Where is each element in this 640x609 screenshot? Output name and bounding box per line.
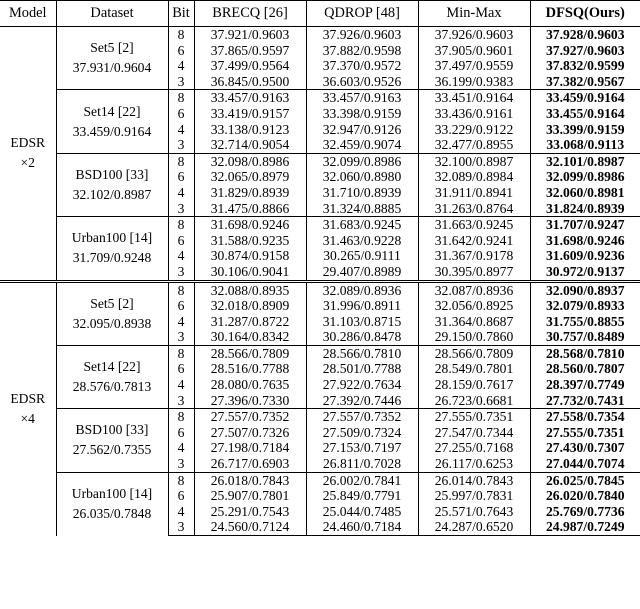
header-bit: Bit: [168, 1, 194, 27]
bit-cell: 8: [168, 345, 194, 361]
minmax-cell: 37.497/0.9559: [418, 58, 530, 74]
minmax-cell: 24.287/0.6520: [418, 519, 530, 535]
bit-cell: 4: [168, 314, 194, 330]
brecq-cell: 37.865/0.9597: [194, 43, 306, 59]
full-precision-value: 37.931/0.9604: [72, 60, 152, 76]
brecq-cell: 33.457/0.9163: [194, 90, 306, 106]
minmax-cell: 26.014/0.7843: [418, 472, 530, 488]
table-row: [0, 90, 640, 106]
dfsq-cell: 27.430/0.7307: [545, 440, 625, 456]
brecq-cell: 32.065/0.8979: [194, 169, 306, 185]
qdrop-cell: 31.710/0.8939: [306, 185, 418, 201]
dfsq-cell: 26.020/0.7840: [545, 488, 625, 504]
qdrop-cell: 26.811/0.7028: [306, 456, 418, 472]
qdrop-cell: 24.460/0.7184: [306, 519, 418, 535]
header-row: [0, 1, 640, 27]
brecq-cell: 28.566/0.7809: [194, 345, 306, 361]
bit-cell: 3: [168, 393, 194, 409]
bit-cell: 4: [168, 440, 194, 456]
dfsq-cell: 27.555/0.7351: [545, 424, 625, 440]
bit-cell: 3: [168, 264, 194, 281]
minmax-cell: 27.547/0.7344: [418, 425, 530, 441]
bit-cell: 8: [168, 217, 194, 233]
brecq-cell: 24.560/0.7124: [194, 519, 306, 535]
full-precision-value: 28.576/0.7813: [72, 379, 152, 395]
qdrop-cell: 27.557/0.7352: [306, 409, 418, 425]
dfsq-cell: 32.079/0.8933: [545, 298, 625, 314]
table-row: [0, 27, 640, 43]
brecq-cell: 27.198/0.7184: [194, 440, 306, 456]
bit-cell: 8: [168, 409, 194, 425]
bit-cell: 6: [168, 233, 194, 249]
bit-cell: 6: [168, 106, 194, 122]
minmax-cell: 26.723/0.6681: [418, 393, 530, 409]
qdrop-cell: 28.566/0.7810: [306, 345, 418, 361]
header-model: Model: [0, 1, 56, 27]
dfsq-cell: 28.397/0.7749: [545, 377, 625, 393]
model-name-line: ×4: [20, 411, 35, 426]
dfsq-cell: 32.099/0.8986: [545, 169, 625, 185]
header-minmax: Min-Max: [418, 1, 530, 27]
dataset-name: Set5 [2]: [90, 40, 134, 56]
brecq-cell: 28.080/0.7635: [194, 377, 306, 393]
qdrop-cell: 37.370/0.9572: [306, 58, 418, 74]
table-body: [0, 27, 640, 536]
dataset-cell: [56, 345, 168, 408]
bit-cell: 3: [168, 329, 194, 345]
dfsq-cell: 32.090/0.8937: [530, 281, 640, 298]
dataset-name: Urban100 [14]: [71, 486, 153, 502]
brecq-cell: 31.475/0.8866: [194, 201, 306, 217]
brecq-cell: 32.714/0.9054: [194, 137, 306, 153]
minmax-cell: 33.451/0.9164: [418, 90, 530, 106]
dfsq-cell: 27.044/0.7074: [545, 456, 625, 472]
minmax-cell: 29.150/0.7860: [418, 329, 530, 345]
bit-cell: 6: [168, 425, 194, 441]
dfsq-cell: 27.732/0.7431: [545, 392, 625, 408]
dfsq-cell: 37.832/0.9599: [545, 58, 625, 74]
brecq-cell: 32.088/0.8935: [194, 281, 306, 298]
minmax-cell: 33.436/0.9161: [418, 106, 530, 122]
brecq-cell: 27.557/0.7352: [194, 409, 306, 425]
header-dfsq: DFSQ(Ours): [530, 1, 640, 27]
dfsq-cell: 33.455/0.9164: [545, 105, 625, 121]
qdrop-cell: 31.463/0.9228: [306, 233, 418, 249]
qdrop-cell: 33.398/0.9159: [306, 106, 418, 122]
full-precision-value: 33.459/0.9164: [72, 123, 152, 139]
brecq-cell: 26.018/0.7843: [194, 472, 306, 488]
dataset-cell: [56, 90, 168, 153]
bit-cell: 8: [168, 27, 194, 43]
bit-cell: 3: [168, 519, 194, 535]
dfsq-cell: 32.060/0.8981: [545, 184, 625, 200]
dfsq-cell: 37.382/0.9567: [545, 73, 625, 89]
header-brecq: BRECQ [26]: [194, 1, 306, 27]
full-precision-value: 31.709/0.9248: [72, 250, 152, 266]
minmax-cell: 25.997/0.7831: [418, 488, 530, 504]
brecq-cell: 32.098/0.8986: [194, 153, 306, 169]
table-row: [0, 345, 640, 361]
dfsq-cell: 26.025/0.7845: [530, 472, 640, 488]
dfsq-cell: 24.987/0.7249: [530, 519, 640, 535]
brecq-cell: 31.829/0.8939: [194, 185, 306, 201]
bit-cell: 4: [168, 504, 194, 520]
qdrop-cell: 31.324/0.8885: [306, 201, 418, 217]
dfsq-cell: 30.757/0.8489: [545, 329, 625, 345]
header-dataset: Dataset: [56, 1, 168, 27]
brecq-cell: 31.588/0.9235: [194, 233, 306, 249]
minmax-cell: 31.367/0.9178: [418, 248, 530, 264]
bit-cell: 3: [168, 74, 194, 90]
dataset-name: Set14 [22]: [83, 359, 141, 375]
dataset-name: BSD100 [33]: [75, 422, 149, 438]
bit-cell: 6: [168, 298, 194, 314]
qdrop-cell: 27.153/0.7197: [306, 440, 418, 456]
minmax-cell: 28.159/0.7617: [418, 377, 530, 393]
minmax-cell: 28.566/0.7809: [418, 345, 530, 361]
dataset-name: Urban100 [14]: [71, 230, 153, 246]
dataset-name: Set14 [22]: [83, 103, 141, 119]
dfsq-cell: 25.769/0.7736: [545, 503, 625, 519]
qdrop-cell: 25.044/0.7485: [306, 504, 418, 520]
table-row: [0, 409, 640, 425]
dfsq-cell: 32.101/0.8987: [530, 153, 640, 169]
qdrop-cell: 28.501/0.7788: [306, 361, 418, 377]
dfsq-cell: 31.698/0.9246: [545, 232, 625, 248]
brecq-cell: 28.516/0.7788: [194, 361, 306, 377]
minmax-cell: 37.905/0.9601: [418, 43, 530, 59]
minmax-cell: 32.087/0.8936: [418, 281, 530, 298]
brecq-cell: 30.106/0.9041: [194, 264, 306, 281]
full-precision-value: 32.102/0.8987: [72, 186, 152, 202]
minmax-cell: 36.199/0.9383: [418, 74, 530, 90]
qdrop-cell: 36.603/0.9526: [306, 74, 418, 90]
model-cell: [0, 281, 56, 536]
dataset-cell: [56, 472, 168, 535]
bit-cell: 3: [168, 201, 194, 217]
dataset-cell: [56, 409, 168, 472]
minmax-cell: 32.477/0.8955: [418, 137, 530, 153]
full-precision-value: 32.095/0.8938: [72, 315, 152, 331]
table-row: [0, 153, 640, 169]
bit-cell: 4: [168, 185, 194, 201]
brecq-cell: 33.138/0.9123: [194, 122, 306, 138]
dfsq-cell: 33.068/0.9113: [546, 137, 625, 153]
table-row: [0, 281, 640, 298]
bit-cell: 4: [168, 58, 194, 74]
qdrop-cell: 27.392/0.7446: [306, 393, 418, 409]
bit-cell: 8: [168, 472, 194, 488]
dataset-name: BSD100 [33]: [75, 166, 149, 182]
dfsq-cell: 31.824/0.8939: [545, 200, 625, 216]
minmax-cell: 26.117/0.6253: [418, 456, 530, 472]
minmax-cell: 31.911/0.8941: [418, 185, 530, 201]
minmax-cell: 31.263/0.8764: [418, 201, 530, 217]
qdrop-cell: 37.882/0.9598: [306, 43, 418, 59]
dfsq-cell: 31.707/0.9247: [530, 217, 640, 233]
model-cell: [0, 27, 56, 282]
brecq-cell: 31.698/0.9246: [194, 217, 306, 233]
minmax-cell: 31.364/0.8687: [418, 314, 530, 330]
bit-cell: 6: [168, 488, 194, 504]
bit-cell: 4: [168, 377, 194, 393]
brecq-cell: 32.018/0.8909: [194, 298, 306, 314]
qdrop-cell: 27.509/0.7324: [306, 425, 418, 441]
qdrop-cell: 30.286/0.8478: [306, 329, 418, 345]
dfsq-cell: 31.755/0.8855: [545, 313, 625, 329]
dfsq-cell: 28.568/0.7810: [530, 345, 640, 361]
minmax-cell: 32.089/0.8984: [418, 169, 530, 185]
qdrop-cell: 31.683/0.9245: [306, 217, 418, 233]
brecq-cell: 37.499/0.9564: [194, 58, 306, 74]
bit-cell: 6: [168, 43, 194, 59]
qdrop-cell: 32.089/0.8936: [306, 281, 418, 298]
table-row: [0, 217, 640, 233]
dfsq-cell: 33.399/0.9159: [545, 121, 625, 137]
brecq-cell: 25.291/0.7543: [194, 504, 306, 520]
dfsq-cell: 37.928/0.9603: [545, 27, 625, 42]
dfsq-cell: 33.459/0.9164: [530, 90, 640, 106]
qdrop-cell: 29.407/0.8989: [306, 264, 418, 281]
qdrop-cell: 26.002/0.7841: [306, 472, 418, 488]
model-name-line: ×2: [20, 155, 35, 171]
bit-cell: 6: [168, 169, 194, 185]
qdrop-cell: 31.996/0.8911: [306, 298, 418, 314]
brecq-cell: 27.507/0.7326: [194, 425, 306, 441]
qdrop-cell: 25.849/0.7791: [306, 488, 418, 504]
dataset-cell: [56, 217, 168, 281]
brecq-cell: 25.907/0.7801: [194, 488, 306, 504]
dfsq-cell: 27.558/0.7354: [530, 409, 640, 425]
qdrop-cell: 32.459/0.9074: [306, 137, 418, 153]
qdrop-cell: 37.926/0.9603: [306, 27, 418, 43]
bit-cell: 6: [168, 361, 194, 377]
bit-cell: 4: [168, 122, 194, 138]
bit-cell: 8: [168, 281, 194, 298]
qdrop-cell: 32.099/0.8986: [306, 153, 418, 169]
table-row: [0, 472, 640, 488]
minmax-cell: 37.926/0.9603: [418, 27, 530, 43]
full-precision-value: 26.035/0.7848: [72, 506, 152, 522]
minmax-cell: 32.100/0.8987: [418, 153, 530, 169]
qdrop-cell: 27.922/0.7634: [306, 377, 418, 393]
qdrop-cell: 32.060/0.8980: [306, 169, 418, 185]
minmax-cell: 32.056/0.8925: [418, 298, 530, 314]
dataset-name: Set5 [2]: [90, 295, 134, 311]
dataset-cell: [56, 153, 168, 216]
dfsq-cell: 28.560/0.7807: [545, 361, 625, 377]
dfsq-cell: 37.927/0.9603: [545, 42, 625, 58]
minmax-cell: 31.663/0.9245: [418, 217, 530, 233]
dfsq-cell: 30.972/0.9137: [545, 263, 625, 279]
brecq-cell: 36.845/0.9500: [194, 74, 306, 90]
dfsq-cell: 31.609/0.9236: [545, 248, 625, 264]
model-name-line: EDSR: [10, 391, 46, 406]
minmax-cell: 27.255/0.7168: [418, 440, 530, 456]
qdrop-cell: 30.265/0.9111: [306, 248, 418, 264]
dataset-cell: [56, 281, 168, 345]
full-precision-value: 27.562/0.7355: [72, 442, 152, 458]
minmax-cell: 25.571/0.7643: [418, 504, 530, 520]
bit-cell: 8: [168, 90, 194, 106]
minmax-cell: 28.549/0.7801: [418, 361, 530, 377]
brecq-cell: 37.921/0.9603: [194, 27, 306, 43]
brecq-cell: 26.717/0.6903: [194, 456, 306, 472]
model-name-line: EDSR: [10, 135, 46, 151]
dataset-cell: [56, 27, 168, 90]
brecq-cell: 30.164/0.8342: [194, 329, 306, 345]
minmax-cell: 27.555/0.7351: [418, 409, 530, 425]
minmax-cell: 30.395/0.8977: [418, 264, 530, 281]
bit-cell: 4: [168, 248, 194, 264]
bit-cell: 8: [168, 153, 194, 169]
minmax-cell: 31.642/0.9241: [418, 233, 530, 249]
minmax-cell: 33.229/0.9122: [418, 122, 530, 138]
brecq-cell: 27.396/0.7330: [194, 393, 306, 409]
brecq-cell: 31.287/0.8722: [194, 314, 306, 330]
bit-cell: 3: [168, 137, 194, 153]
qdrop-cell: 33.457/0.9163: [306, 90, 418, 106]
bit-cell: 3: [168, 456, 194, 472]
brecq-cell: 33.419/0.9157: [194, 106, 306, 122]
qdrop-cell: 31.103/0.8715: [306, 314, 418, 330]
header-qdrop: QDROP [48]: [306, 1, 418, 27]
brecq-cell: 30.874/0.9158: [194, 248, 306, 264]
qdrop-cell: 32.947/0.9126: [306, 122, 418, 138]
